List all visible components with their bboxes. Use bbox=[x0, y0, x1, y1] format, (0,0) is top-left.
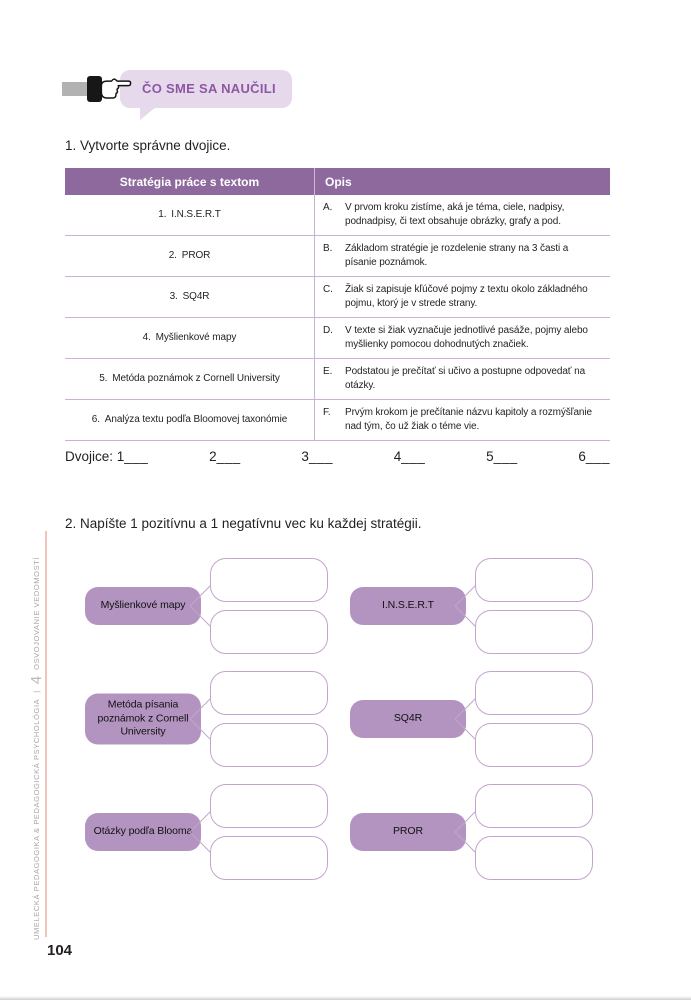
strategy-cluster bbox=[350, 784, 595, 880]
sidebar-vertical-text bbox=[26, 532, 46, 940]
pair-number: 2 bbox=[209, 449, 217, 464]
answer-box[interactable] bbox=[475, 836, 593, 880]
pair-group bbox=[578, 449, 610, 464]
sidebar-series: UMELECKÁ PEDAGOGIKA & PEDAGOGICKÁ PSYCHOLÓGIA bbox=[31, 698, 41, 940]
co-sme-sa-naucili-badge bbox=[62, 60, 292, 118]
exercise2-heading: 2. Napíšte 1 pozitívnu a 1 negatívnu vec ku každej stratégii. bbox=[65, 516, 422, 531]
table-header-opis: Opis bbox=[315, 168, 611, 195]
description-cell bbox=[315, 400, 611, 441]
answer-box[interactable] bbox=[210, 671, 328, 715]
pair-group bbox=[301, 449, 333, 464]
strategy-label: I.N.S.E.R.T bbox=[350, 587, 466, 625]
table-row bbox=[65, 400, 610, 441]
description-text: Základom stratégie je rozdelenie strany na 3 časti a písanie poznámok. bbox=[345, 243, 569, 268]
table-header-row bbox=[65, 168, 610, 195]
strategy-label: Otázky podľa Blooma bbox=[85, 813, 201, 851]
scan-edge bbox=[0, 996, 691, 1000]
sidebar-divider: | bbox=[31, 690, 41, 693]
strategy-label: Metóda písania poznámok z Cornell University bbox=[85, 694, 201, 745]
pair-blank[interactable]: ___ bbox=[124, 449, 149, 464]
description-cell bbox=[315, 277, 611, 318]
strategy-cluster bbox=[350, 558, 595, 654]
chapter-title: OSVOJOVANIE VEDOMOSTÍ bbox=[31, 556, 41, 670]
pair-number: 3 bbox=[301, 449, 309, 464]
table-row bbox=[65, 195, 610, 236]
pairs-label: Dvojice: bbox=[65, 449, 117, 464]
description-letter: E. bbox=[323, 366, 333, 377]
description-text: Žiak si zapisuje kľúčové pojmy z textu okolo základného pojmu, ktorý je v strede strany. bbox=[345, 284, 588, 309]
pointing-hand-icon bbox=[98, 76, 134, 102]
table-row bbox=[65, 318, 610, 359]
pair-blank[interactable]: ___ bbox=[308, 449, 333, 464]
pair-number: 4 bbox=[393, 449, 402, 464]
strategy-cell: 1. I.N.S.E.R.T bbox=[65, 195, 315, 236]
answer-box[interactable] bbox=[475, 723, 593, 767]
page-number: 104 bbox=[47, 942, 73, 959]
description-cell bbox=[315, 318, 611, 359]
description-cell bbox=[315, 359, 611, 400]
strategy-cell: 2. PROR bbox=[65, 236, 315, 277]
pairs-line bbox=[65, 449, 610, 464]
strategy-cell: 4. Myšlienkové mapy bbox=[65, 318, 315, 359]
clusters-grid bbox=[85, 558, 595, 880]
strategy-cluster bbox=[85, 671, 330, 767]
table-header-strategy: Stratégia práce s textom bbox=[65, 168, 315, 195]
description-letter: C. bbox=[323, 284, 333, 295]
strategies-table-head bbox=[65, 168, 610, 195]
description-cell bbox=[315, 195, 611, 236]
answer-box[interactable] bbox=[475, 610, 593, 654]
strategies-table bbox=[65, 168, 610, 441]
strategy-cell: 3. SQ4R bbox=[65, 277, 315, 318]
description-letter: F. bbox=[323, 407, 331, 418]
pair-group bbox=[486, 449, 518, 464]
table-row bbox=[65, 236, 610, 277]
pair-group bbox=[394, 449, 426, 464]
pair-blank[interactable]: ___ bbox=[401, 449, 426, 464]
description-text: V texte si žiak vyznačuje jednotlivé pasáže, pojmy alebo myšlienky pomocou dohodnutých značiek. bbox=[345, 325, 588, 350]
table-row bbox=[65, 277, 610, 318]
strategy-label: Myšlienkové mapy bbox=[85, 587, 201, 625]
pair-number: 5 bbox=[486, 449, 494, 464]
strategy-cluster bbox=[350, 671, 595, 767]
description-wrap bbox=[323, 201, 602, 229]
speech-bubble-tail bbox=[140, 107, 156, 120]
answer-box[interactable] bbox=[210, 784, 328, 828]
description-letter: A. bbox=[323, 202, 333, 213]
description-wrap bbox=[323, 242, 602, 270]
description-text: V prvom kroku zistíme, aká je téma, ciele, nadpisy, podnadpisy, či text obsahuje obrázky, grafy a pod. bbox=[345, 202, 565, 227]
description-wrap bbox=[323, 324, 602, 352]
answer-box[interactable] bbox=[210, 558, 328, 602]
answer-box[interactable] bbox=[210, 610, 328, 654]
chapter-number: 4 bbox=[27, 675, 45, 685]
strategies-table-body bbox=[65, 195, 610, 441]
description-wrap bbox=[323, 406, 602, 434]
description-wrap bbox=[323, 283, 602, 311]
answer-box[interactable] bbox=[475, 558, 593, 602]
answer-box[interactable] bbox=[475, 784, 593, 828]
badge-label: ČO SME SA NAUČILI bbox=[142, 81, 276, 96]
strategy-cell: 6. Analýza textu podľa Bloomovej taxonómie bbox=[65, 400, 315, 441]
answer-box[interactable] bbox=[210, 723, 328, 767]
strategy-label: PROR bbox=[350, 813, 466, 851]
strategy-cluster bbox=[85, 558, 330, 654]
speech-bubble bbox=[120, 70, 292, 108]
pair-blank[interactable]: ___ bbox=[585, 449, 610, 464]
description-wrap bbox=[323, 365, 602, 393]
table-row bbox=[65, 359, 610, 400]
description-text: Prvým krokom je prečítanie názvu kapitoly a rozmýšľanie nad tým, čo už žiak o téme vie. bbox=[345, 407, 592, 432]
pair-group bbox=[209, 449, 241, 464]
pair-number: 1 bbox=[116, 449, 125, 464]
pair-number: 6 bbox=[578, 449, 586, 464]
strategy-label: SQ4R bbox=[350, 700, 466, 738]
hand-sleeve bbox=[62, 82, 88, 96]
strategy-cluster bbox=[85, 784, 330, 880]
description-letter: D. bbox=[323, 325, 333, 336]
exercise1-heading: 1. Vytvorte správne dvojice. bbox=[65, 138, 231, 153]
pair-group bbox=[65, 449, 148, 464]
strategy-cell: 5. Metóda poznámok z Cornell University bbox=[65, 359, 315, 400]
description-letter: B. bbox=[323, 243, 333, 254]
pair-blank[interactable]: ___ bbox=[493, 449, 518, 464]
pair-blank[interactable]: ___ bbox=[216, 449, 241, 464]
answer-box[interactable] bbox=[475, 671, 593, 715]
answer-box[interactable] bbox=[210, 836, 328, 880]
description-text: Podstatou je prečítať si učivo a postupne odpovedať na otázky. bbox=[345, 366, 586, 391]
description-cell bbox=[315, 236, 611, 277]
